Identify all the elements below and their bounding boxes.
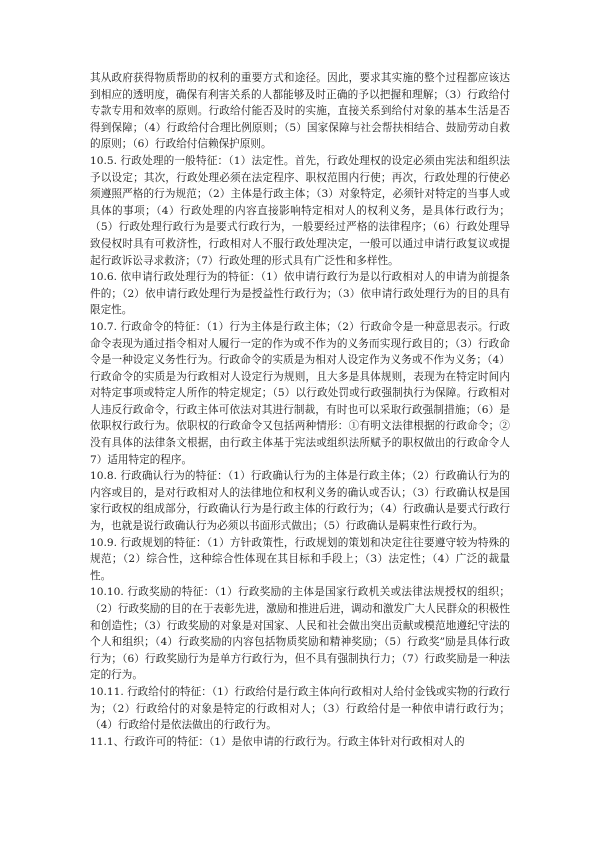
paragraph-give-principles: 其从政府获得物质帮助的权利的重要方式和途径。因此，要求其实施的整个过程都应该达到相应的透明度，确保有利害关系的人都能够及时正确的予以把握和理解；（3）行政给付专款专用和效率的原则。行政给付能否及时的实施，直接关系到给付对象的基本生活是否得到保障；（4）行政给付合理比例原则；（5）国家保障与社会帮扶相结合、鼓励劳动自救的原则；（6）行政给付信赖保护原则。 <box>90 72 510 151</box>
document-body <box>90 70 510 750</box>
paragraph-10-6-application-handling: 10.6. 依申请行政处理行为的特征：（1）依申请行政行为是以行政相对人的申请为前提条件的；（2）依申请行政处理行为是授益性行政行为；（3）依申请行政处理行为的目的具有限定性。 <box>90 271 510 317</box>
paragraph-10-11-administrative-payment: 10.11. 行政给付的特征：（1）行政给付是行政主体向行政相对人给付金钱或实物的行政行为；（2）行政给付的对象是特定的行政相对人；（3）行政给付是一种依申请行政行为；（4）行政给付是依法做出的行政行为。 <box>90 685 510 732</box>
paragraph-10-7-administrative-order: 10.7. 行政命令的特征：（1）行为主体是行政主体；（2）行政命令是一种意思表示。行政命令表现为通过指令相对人履行一定的作为或不作为的义务而实现行政目的；（3）行政命令是一种设定义务性行为。行政命令的实质是为相对人设定作为义务或不作为义务；（4）行政命令的实质是为行政相对人设定行为规则，且大多是具体规则，表现为在特定时间内对特定事项或特定人所作的特定规定；（5）以行政处罚或行政强制执行为保障。行政相对人违反行政命令，行政主体可依法对其进行制裁，有时也可以采取行政强制措施；（6）是依职权行政行为。依职权的行政命令又包括两种情形：①有明文法律根据的行政命令；②没有具体的法律条文根据，由行政主体基于宪法或组织法所赋予的职权做出的行政命令人7）适用特定的程序。 <box>90 320 510 466</box>
paragraph-10-9-administrative-planning: 10.9. 行政规划的特征：（1）方针政策性，行政规划的策划和决定往往要遵守较为特殊的规范；（2）综合性，这种综合性体现在其目标和手段上；（3）法定性；（4）广泛的裁量性。 <box>90 536 510 582</box>
paragraph-10-10-administrative-reward: 10.10. 行政奖励的特征：（1）行政奖励的主体是国家行政机关或法律法规授权的组织；（2）行政奖励的目的在于表彰先进，激励和推进后进，调动和激发广大人民群众的积极性和创造性；（3）行政奖励的对象是对国家、人民和社会做出突出贡献或模范地遵纪守法的个人和组织；（4）行政奖励的内容包括物质奖励和精神奖励；（5）行政奖”励是具体行政行为；（6）行政奖励行为是单方行政行为，但不具有强制执行力；（7）行政奖励是一种法定的行为。 <box>90 586 510 682</box>
paragraph-10-5-administrative-handling: 10.5. 行政处理的一般特征：（1）法定性。首先，行政处理权的设定必须由宪法和组织法予以设定；其次，行政处理必须在法定程序、职权范围内行使；再次，行政处理的行使必须遵照严格的行为规范；（2）主体是行政主体；（3）对象特定，必须针对特定的当事人或具体的事项；（4）行政处理的内容直接影响特定相对人的权利义务，是具体行政行为；（5）行政处理行政行为是要式行政行为，一般要经过严格的法律程序；（6）行政处理导致侵权时具有可救济性，行政相对人不服行政处理决定，一般可以通过申请行政复议或提起行政诉讼寻求救济；（7）行政处理的形式具有广泛性和多样性。 <box>90 154 510 267</box>
paragraph-10-8-administrative-confirmation: 10.8. 行政确认行为的特征：（1）行政确认行为的主体是行政主体；（2）行政确认行为的内容或目的，是对行政相对人的法律地位和权利义务的确认或否认；（3）行政确认权是国家行政权的组成部分，行政确认行为是行政主体的行政行为；（4）行政确认是要式行政行为，也就是说行政确认行为必须以书面形式做出；（5）行政确认是羁束性行政行为。 <box>90 470 510 533</box>
paragraph-11-1-administrative-license: 11.1、行政许可的特征：（1）是依申请的行政行为。行政主体针对行政相对人的 <box>90 735 465 748</box>
